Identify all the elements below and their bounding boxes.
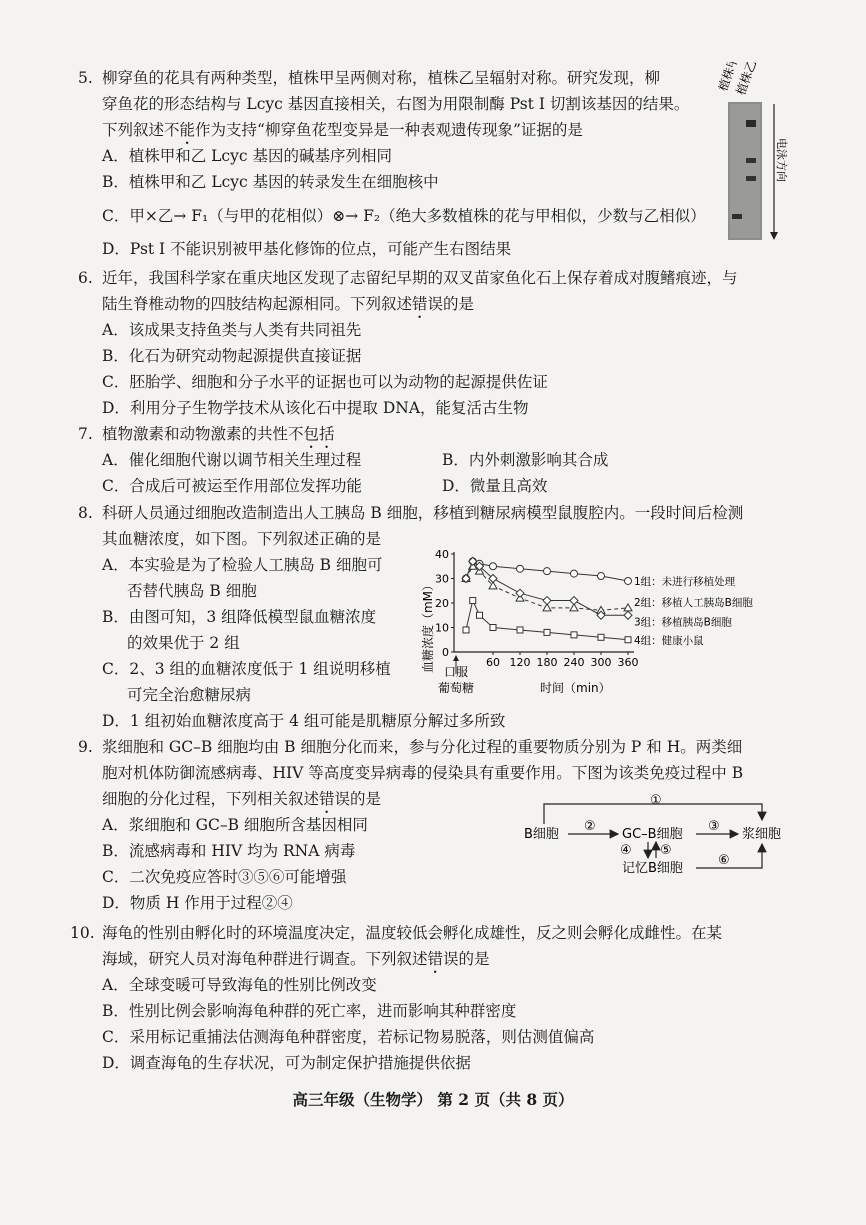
q10-option-b: B．性别比例会影响海龟种群的死亡率，进而影响其种群密度 bbox=[102, 1002, 517, 1020]
label-2: ② bbox=[584, 819, 596, 834]
q9-option-c: C．二次免疫应答时③⑤⑥可能增强 bbox=[102, 868, 347, 886]
q8-option-c-line1: C．2、3 组的血糖浓度低于 1 组说明移植 bbox=[102, 660, 391, 678]
glucose-arrow-head bbox=[453, 655, 459, 661]
point bbox=[624, 611, 632, 619]
gel-band bbox=[746, 120, 756, 127]
label-3: ③ bbox=[708, 819, 720, 834]
legend-label: 1组：未进行移植处理 bbox=[634, 575, 736, 588]
q9-number: 9. bbox=[78, 738, 93, 756]
point bbox=[516, 589, 524, 597]
q6-number: 6. bbox=[78, 269, 93, 287]
blood-glucose-chart bbox=[418, 548, 790, 704]
q5-stem-line1: 柳穿鱼的花具有两种类型，植株甲呈两侧对称，植株乙呈辐射对称。研究发现，柳 bbox=[102, 69, 661, 87]
chart-y-tick-label: 20 bbox=[435, 597, 449, 610]
gel-label-a: 植株甲 bbox=[718, 62, 742, 94]
point bbox=[477, 612, 483, 618]
q9-option-a: A．浆细胞和 GC–B 细胞所含基因相同 bbox=[102, 816, 368, 834]
q5-option-b: B．植株甲和乙 Lcyc 基因的转录发生在细胞核中 bbox=[102, 173, 439, 191]
q10-stem-line2: 海域，研究人员对海龟种群进行调查。下列叙述错误的是 bbox=[102, 950, 490, 968]
label-4: ④ bbox=[620, 843, 632, 858]
q7-option-a: A．催化细胞代谢以调节相关生理过程 bbox=[102, 451, 362, 469]
chart-y-label: 血糖浓度（mM） bbox=[421, 578, 435, 674]
q9-option-b: B．流感病毒和 HIV 均为 RNA 病毒 bbox=[102, 842, 356, 860]
point bbox=[544, 568, 551, 575]
gel-band bbox=[746, 158, 756, 163]
q6-option-a: A．该成果支持鱼类与人类有共同祖先 bbox=[102, 321, 362, 339]
chart-x-tick-label: 360 bbox=[617, 656, 639, 669]
point bbox=[598, 573, 605, 580]
point bbox=[570, 597, 578, 605]
chart-y-tick-label: 0 bbox=[442, 646, 449, 659]
point bbox=[470, 598, 476, 604]
node-memory-b-cell: 记忆B细胞 bbox=[622, 861, 683, 876]
q10-option-c: C．采用标记重捕法估测海龟种群密度，若标记物易脱落，则估测值偏高 bbox=[102, 1028, 595, 1046]
chart-x-tick-label: 180 bbox=[536, 656, 558, 669]
point bbox=[543, 597, 551, 605]
q8-option-a-line1: A．本实验是为了检验人工胰岛 B 细胞可 bbox=[102, 556, 383, 574]
chart-y-tick-label: 40 bbox=[435, 548, 449, 561]
q5-option-c: C．甲×乙→ F₁（与甲的花相似）⊗→ F₂（绝大多数植株的花与甲相似，少数与乙相似） bbox=[102, 207, 706, 225]
point bbox=[571, 632, 577, 638]
chart-y-tick-label: 10 bbox=[435, 621, 449, 635]
q10-option-a: A．全球变暖可导致海龟的性别比例改变 bbox=[102, 976, 377, 994]
label-5: ⑤ bbox=[660, 843, 672, 858]
q5-stem-line2: 穿鱼花的形态结构与 Lcyc 基因直接相关，右图为用限制酶 Pst I 切割该基因的结果。 bbox=[102, 95, 690, 113]
gel-label-b: 植株乙 bbox=[733, 62, 760, 98]
chart-x-label: 时间（min） bbox=[540, 681, 611, 695]
q10-stem-line1: 海龟的性别由孵化时的环境温度决定，温度较低会孵化成雄性，反之则会孵化成雌性。在某 bbox=[102, 924, 723, 942]
point bbox=[517, 627, 523, 633]
q5-number: 5. bbox=[78, 69, 93, 87]
q10-option-d: D．调查海龟的生存状况，可为制定保护措施提供依据 bbox=[102, 1054, 471, 1072]
point bbox=[625, 577, 632, 584]
point bbox=[490, 563, 497, 570]
point bbox=[624, 604, 632, 611]
q6-option-c: C．胚胎学、细胞和分子水平的证据也可以为动物的起源提供佐证 bbox=[102, 373, 548, 391]
chart-x-tick-label: 60 bbox=[486, 656, 500, 669]
point bbox=[463, 627, 469, 633]
q7-option-b: B．内外刺激影响其合成 bbox=[442, 451, 609, 469]
legend-label: 2组：移植人工胰岛B细胞 bbox=[634, 596, 753, 609]
node-plasma-cell: 浆细胞 bbox=[742, 827, 782, 842]
q6-stem-line1: 近年，我国科学家在重庆地区发现了志留纪早期的双叉苗家鱼化石上保存着成对腹鳍痕迹，与 bbox=[102, 269, 738, 287]
q9-option-d: D．物质 H 作用于过程②④ bbox=[102, 894, 293, 912]
chart-x-tick-label: 300 bbox=[590, 656, 612, 669]
legend-label: 4组：健康小鼠 bbox=[634, 634, 704, 647]
q6-option-b: B．化石为研究动物起源提供直接证据 bbox=[102, 347, 362, 365]
chart-x-annotation-line2: 葡萄糖 bbox=[437, 681, 475, 695]
q8-option-b-line1: B．由图可知，3 组降低模型鼠血糖浓度 bbox=[102, 608, 377, 626]
q8-option-d: D．1 组初始血糖浓度高于 4 组可能是肌糖原分解过多所致 bbox=[102, 712, 506, 730]
node-b-cell: B细胞 bbox=[524, 827, 559, 842]
point bbox=[571, 570, 578, 577]
q5-option-a: A．植株甲和乙 Lcyc 基因的碱基序列相同 bbox=[102, 147, 392, 165]
q9-stem-line1: 浆细胞和 GC–B 细胞均由 B 细胞分化而来，参与分化过程的重要物质分别为 P 和 H。两类细 bbox=[102, 738, 743, 756]
q8-stem-line2: 其血糖浓度，如下图。下列叙述正确的是 bbox=[102, 530, 382, 548]
chart-x-tick-label: 120 bbox=[509, 656, 531, 669]
chart-x-annotation-line1: 口服 bbox=[443, 665, 469, 679]
gel-electrophoresis-figure bbox=[718, 62, 788, 252]
q8-option-b-line2: 的效果优于 2 组 bbox=[127, 634, 240, 652]
node-gcb-cell: GC–B细胞 bbox=[622, 827, 683, 842]
q7-stem: 植物激素和动物激素的共性不包括 bbox=[102, 425, 335, 443]
label-1: ① bbox=[650, 793, 662, 808]
point bbox=[490, 625, 496, 631]
point bbox=[544, 629, 550, 635]
q9-stem-line3: 细胞的分化过程，下列相关叙述错误的是 bbox=[102, 790, 382, 808]
q7-option-d: D．微量且高效 bbox=[442, 477, 548, 495]
point bbox=[625, 637, 631, 643]
q7-number: 7. bbox=[78, 425, 93, 443]
gel-band bbox=[732, 214, 742, 219]
gel-band bbox=[746, 176, 756, 181]
q8-stem-line1: 科研人员通过细胞改造制造出人工胰岛 B 细胞，移植到糖尿病模型鼠腹腔内。一段时间后检测 bbox=[102, 504, 744, 522]
legend-label: 3组：移植胰岛B细胞 bbox=[634, 616, 732, 629]
q7-option-c: C．合成后可被运至作用部位发挥功能 bbox=[102, 477, 362, 495]
q6-option-d: D．利用分子生物学技术从该化石中提取 DNA，能复活古生物 bbox=[102, 399, 529, 417]
point bbox=[598, 634, 604, 640]
q5-stem-line3: 下列叙述不能作为支持“柳穿鱼花型变异是一种表观遗传现象”证据的是 bbox=[102, 121, 583, 139]
q8-option-c-line2: 可完全治愈糖尿病 bbox=[127, 686, 252, 704]
chart-y-tick-label: 30 bbox=[435, 572, 449, 586]
q8-option-a-line2: 否替代胰岛 B 细胞 bbox=[127, 582, 257, 600]
b-cell-differentiation-diagram bbox=[510, 792, 800, 884]
q9-stem-line2: 胞对机体防御流感病毒、HIV 等高度变异病毒的侵染具有重要作用。下图为该类免疫过程中 B bbox=[102, 764, 744, 782]
page-footer: 高三年级（生物学） 第 2 页（共 8 页） bbox=[292, 1090, 574, 1109]
q6-stem-line2: 陆生脊椎动物的四肢结构起源相同。下列叙述错误的是 bbox=[102, 295, 475, 313]
point bbox=[517, 565, 524, 572]
chart-x-tick-label: 240 bbox=[563, 656, 585, 669]
q8-number: 8. bbox=[78, 504, 93, 522]
gel-direction-label: 电泳方向 bbox=[775, 138, 788, 182]
q10-number: 10. bbox=[70, 924, 95, 942]
label-6: ⑥ bbox=[718, 853, 730, 868]
q5-option-d: D．Pst I 不能识别被甲基化修饰的位点，可能产生右图结果 bbox=[102, 240, 512, 258]
